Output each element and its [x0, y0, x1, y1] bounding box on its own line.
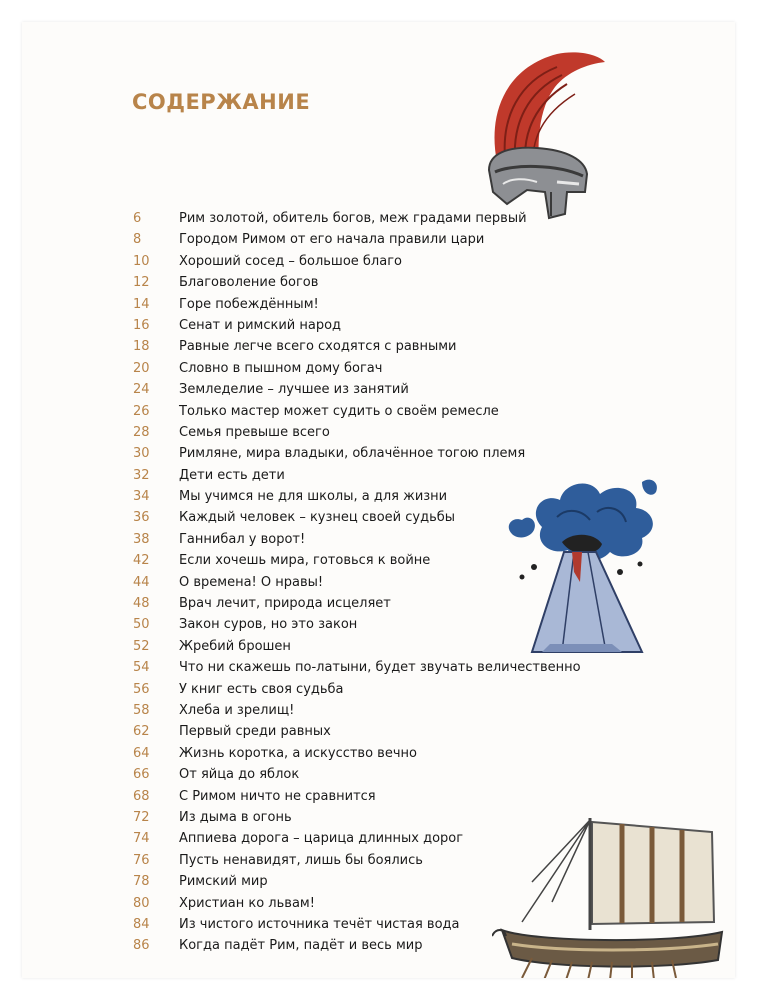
toc-page-number: 30	[133, 446, 150, 462]
toc-chapter-title: Сенат и римский народ	[179, 317, 342, 333]
toc-page-number: 32	[133, 467, 150, 483]
toc-page-number: 20	[133, 360, 150, 376]
toc-entry	[133, 593, 693, 614]
toc-entry	[133, 914, 693, 935]
toc-entry	[133, 850, 693, 871]
toc-page-number: 42	[133, 553, 150, 569]
toc-chapter-title: Первый среди равных	[179, 724, 331, 740]
toc-entry	[133, 871, 693, 892]
toc-chapter-title: От яйца до яблок	[179, 767, 300, 783]
toc-page-number: 26	[133, 403, 150, 419]
toc-entry	[133, 721, 693, 742]
toc-page-number: 48	[133, 596, 150, 612]
toc-chapter-title: Ганнибал у ворот!	[179, 531, 306, 547]
toc-page-number: 72	[133, 809, 150, 825]
toc-entry	[133, 679, 693, 700]
toc-page-number: 24	[133, 382, 150, 398]
toc-chapter-title: Врач лечит, природа исцеляет	[179, 596, 391, 612]
table-of-contents	[133, 208, 693, 957]
toc-page-number: 80	[133, 895, 150, 911]
toc-chapter-title: Равные легче всего сходятся с равными	[179, 339, 457, 355]
toc-chapter-title: Земледелие – лучшее из занятий	[179, 382, 409, 398]
toc-entry	[133, 893, 693, 914]
toc-chapter-title: Семья превыше всего	[179, 424, 330, 440]
toc-chapter-title: Мы учимся не для школы, а для жизни	[179, 489, 448, 505]
toc-chapter-title: Каждый человек – кузнец своей судьбы	[179, 510, 456, 526]
toc-page-number: 10	[133, 253, 150, 269]
toc-entry	[133, 764, 693, 785]
toc-page-number: 28	[133, 424, 150, 440]
toc-entry	[133, 465, 693, 486]
toc-chapter-title: Что ни скажешь по-латыни, будет звучать величественно	[179, 660, 581, 676]
toc-entry	[133, 443, 693, 464]
toc-page-number: 86	[133, 938, 150, 954]
toc-chapter-title: Хлеба и зрелищ!	[179, 702, 295, 718]
toc-entry	[133, 229, 693, 250]
toc-entry	[133, 272, 693, 293]
toc-entry	[133, 700, 693, 721]
toc-entry	[133, 807, 693, 828]
toc-entry	[133, 572, 693, 593]
toc-chapter-title: Если хочешь мира, готовься к войне	[179, 553, 431, 569]
toc-chapter-title: Городом Римом от его начала правили цари	[179, 232, 485, 248]
toc-page-number: 64	[133, 745, 150, 761]
toc-chapter-title: Словно в пышном дому богач	[179, 360, 383, 376]
toc-page-number: 74	[133, 831, 150, 847]
toc-chapter-title: Хороший сосед – большое благо	[179, 253, 402, 269]
toc-page-number: 66	[133, 767, 150, 783]
toc-entry	[133, 636, 693, 657]
toc-entry	[133, 743, 693, 764]
toc-chapter-title: Аппиева дорога – царица длинных дорог	[179, 831, 464, 847]
toc-entry	[133, 935, 693, 956]
toc-chapter-title: Благоволение богов	[179, 275, 319, 291]
toc-entry	[133, 358, 693, 379]
toc-chapter-title: Жизнь коротка, а искусство вечно	[179, 745, 417, 761]
toc-page-number: 14	[133, 296, 150, 312]
toc-entry	[133, 379, 693, 400]
toc-chapter-title: Пусть ненавидят, лишь бы боялись	[179, 852, 423, 868]
toc-chapter-title: Рим золотой, обитель богов, меж градами первый	[179, 211, 527, 226]
toc-entry	[133, 315, 693, 336]
toc-page-number: 16	[133, 317, 150, 333]
toc-page-number: 62	[133, 724, 150, 740]
toc-entry	[133, 786, 693, 807]
toc-chapter-title: О времена! О нравы!	[179, 574, 324, 590]
roman-helmet-icon	[467, 42, 607, 227]
toc-page-number: 76	[133, 852, 150, 868]
toc-chapter-title: Только мастер может судить о своём ремесле	[179, 403, 499, 419]
page-title: СОДЕРЖАНИЕ	[132, 90, 311, 114]
book-page	[22, 22, 735, 978]
toc-entry	[133, 614, 693, 635]
toc-chapter-title: Когда падёт Рим, падёт и весь мир	[179, 938, 423, 954]
toc-page-number: 18	[133, 339, 150, 355]
toc-entry	[133, 401, 693, 422]
toc-page-number: 84	[133, 916, 150, 932]
toc-page-number: 34	[133, 489, 150, 505]
toc-entry	[133, 422, 693, 443]
toc-page-number: 38	[133, 531, 150, 547]
toc-entry	[133, 294, 693, 315]
toc-entry	[133, 507, 693, 528]
toc-page-number: 50	[133, 617, 150, 633]
toc-chapter-title: Закон суров, но это закон	[179, 617, 358, 633]
toc-chapter-title: Жребий брошен	[179, 638, 291, 654]
toc-page-number: 36	[133, 510, 150, 526]
toc-entry	[133, 529, 693, 550]
toc-page-number: 54	[133, 660, 150, 676]
toc-page-number: 68	[133, 788, 150, 804]
toc-page-number: 78	[133, 874, 150, 890]
toc-page-number: 56	[133, 681, 150, 697]
toc-chapter-title: С Римом ничто не сравнится	[179, 788, 376, 804]
toc-chapter-title: Римский мир	[179, 874, 268, 890]
toc-page-number: 12	[133, 275, 150, 291]
toc-entry	[133, 336, 693, 357]
toc-entry	[133, 657, 693, 678]
toc-page-number: 8	[133, 232, 142, 248]
toc-chapter-title: Из дыма в огонь	[179, 809, 292, 825]
toc-entry	[133, 251, 693, 272]
toc-chapter-title: Из чистого источника течёт чистая вода	[179, 916, 460, 932]
toc-page-number: 6	[133, 211, 142, 226]
toc-chapter-title: Римляне, мира владыки, облачённое тогою племя	[179, 446, 526, 462]
toc-chapter-title: У книг есть своя судьба	[179, 681, 344, 697]
toc-entry	[133, 486, 693, 507]
toc-chapter-title: Горе побеждённым!	[179, 296, 319, 312]
toc-chapter-title: Христиан ко львам!	[179, 895, 315, 911]
toc-page-number: 44	[133, 574, 150, 590]
toc-entry	[133, 828, 693, 849]
toc-entry	[133, 208, 693, 229]
toc-page-number: 52	[133, 638, 150, 654]
toc-entry	[133, 550, 693, 571]
toc-page-number: 58	[133, 702, 150, 718]
toc-chapter-title: Дети есть дети	[179, 467, 285, 483]
